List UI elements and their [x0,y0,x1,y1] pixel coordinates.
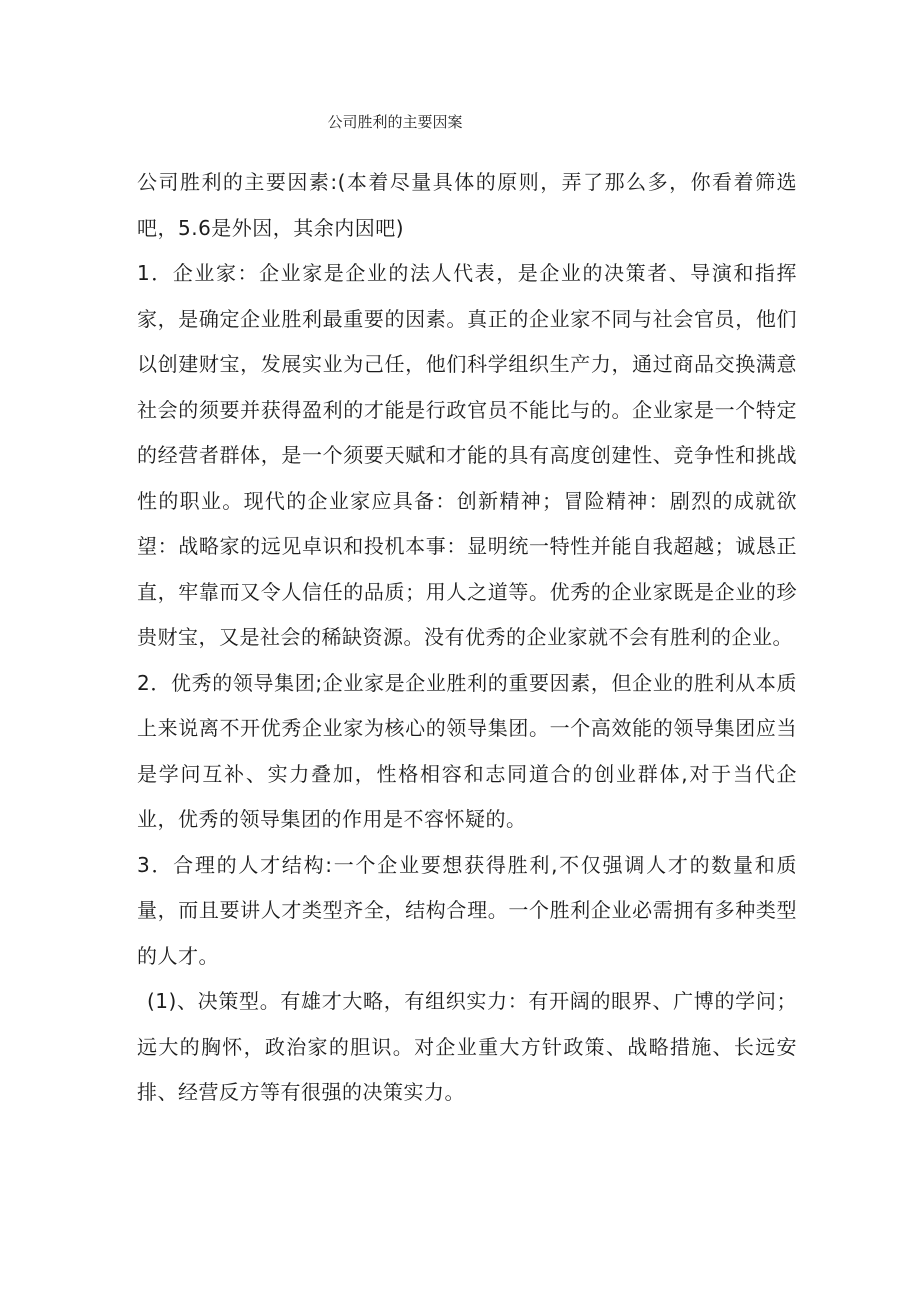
paragraph-decision-type: (1)、决策型。有雄才大略，有组织实力：有开阔的眼界、广博的学问；远大的胸怀，政治家的胆识。对企业重大方针政策、战略措施、长远安排、经营反方等有很强的决策实力。 [137,989,797,1104]
paragraph-entrepreneur: 1．企业家：企业家是企业的法人代表，是企业的决策者、导演和指挥家，是确定企业胜利最重要的因素。真正的企业家不同与社会官员，他们以创建财宝，发展实业为己任，他们科学组织生产力，通过商品交换满意社会的须要并获得盈利的才能是行政官员不能比与的。企业家是一个特定的经营者群体，是一个须要天赋和才能的具有高度创建性、竞争性和挑战性的职业。现代的企业家应具备：创新精神；冒险精神：剧烈的成就欲望：战略家的远见卓识和投机本事：显明统一特性并能自我超越；诚恳正直，牢靠而又令人信任的品质；用人之道等。优秀的企业家既是企业的珍贵财宝，又是社会的稀缺资源。没有优秀的企业家就不会有胜利的企业。 [137,261,797,649]
document-body [137,160,797,1116]
paragraph-intro: 公司胜利的主要因素:(本着尽量具体的原则，弄了那么多，你看着筛选吧，5.6是外因，其余内因吧) [137,170,797,240]
paragraph-leadership-group: 2．优秀的领导集团;企业家是企业胜利的重要因素，但企业的胜利从本质上来说离不开优秀企业家为核心的领导集团。一个高效能的领导集团应当是学问互补、实力叠加，性格相容和志同道合的创业群体,对于当代企业，优秀的领导集团的作用是不容怀疑的。 [137,670,797,831]
paragraph-talent-structure: 3．合理的人才结构:一个企业要想获得胜利,不仅强调人才的数量和质量，而且要讲人才类型齐全，结构合理。一个胜利企业必需拥有多种类型的人才。 [137,852,797,968]
document-title: 公司胜利的主要因案 [327,113,463,131]
